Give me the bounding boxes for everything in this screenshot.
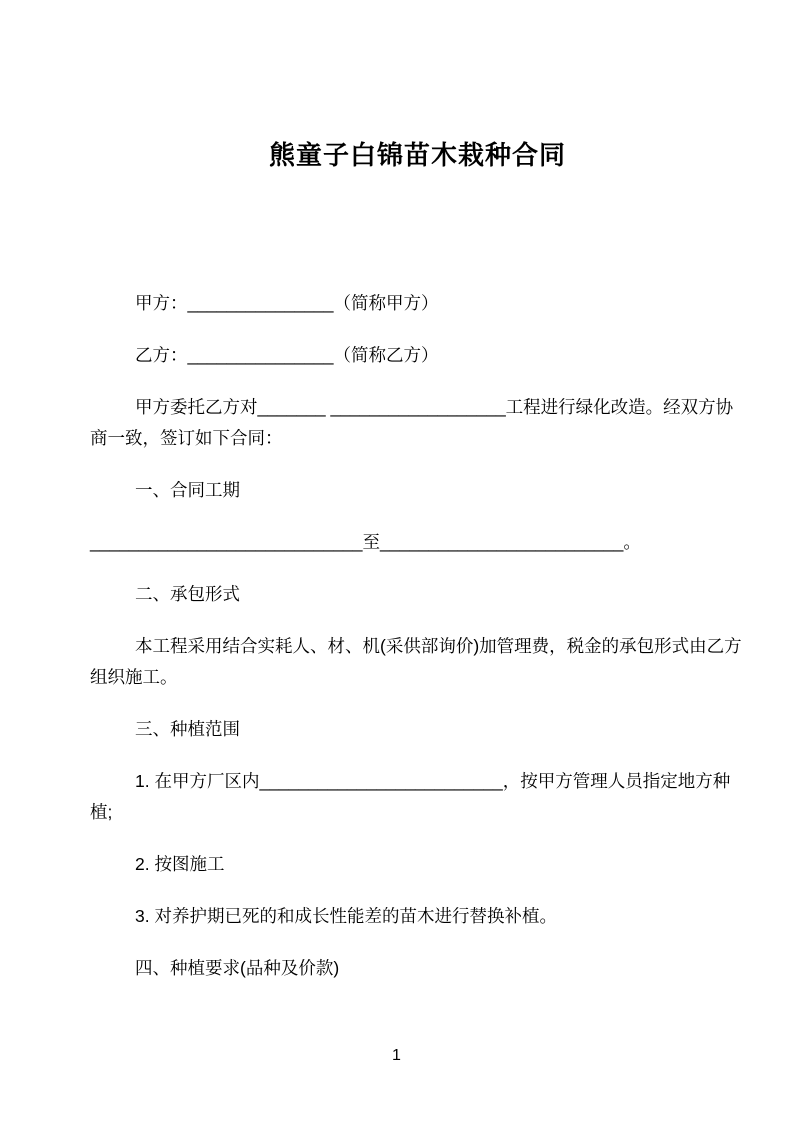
party-b-line: 乙方：_______________（简称乙方） xyxy=(135,345,439,365)
document-title: 熊童子白锦苗木栽种合同 xyxy=(268,140,566,170)
scope-item-1: 1. 在甲方厂区内_________________________，按甲方管理人员指定地方种植; xyxy=(90,771,731,822)
scope-item-3: 3. 对养护期已死的和成长性能差的苗木进行替换补植。 xyxy=(135,906,557,926)
scope-item-2: 2. 按图施工 xyxy=(135,854,225,874)
section-heading-4: 四、种植要求(品种及价款) xyxy=(135,958,340,978)
party-a-line: 甲方：_______________（简称甲方） xyxy=(135,293,439,313)
section-heading-2: 二、承包形式 xyxy=(135,584,240,604)
page-number: 1 xyxy=(392,1047,401,1064)
section-heading-3: 三、种植范围 xyxy=(135,719,240,739)
duration-blank-line: ____________________________至_________________________。 xyxy=(90,532,641,552)
contract-form-paragraph: 本工程采用结合实耗人、材、机(采供部询价)加管理费，税金的承包形式由乙方组织施工。 xyxy=(90,636,742,687)
section-heading-1: 一、合同工期 xyxy=(135,480,240,500)
intro-paragraph: 甲方委托乙方对_______ __________________工程进行绿化改造。经双方协商一致，签订如下合同： xyxy=(90,397,734,448)
